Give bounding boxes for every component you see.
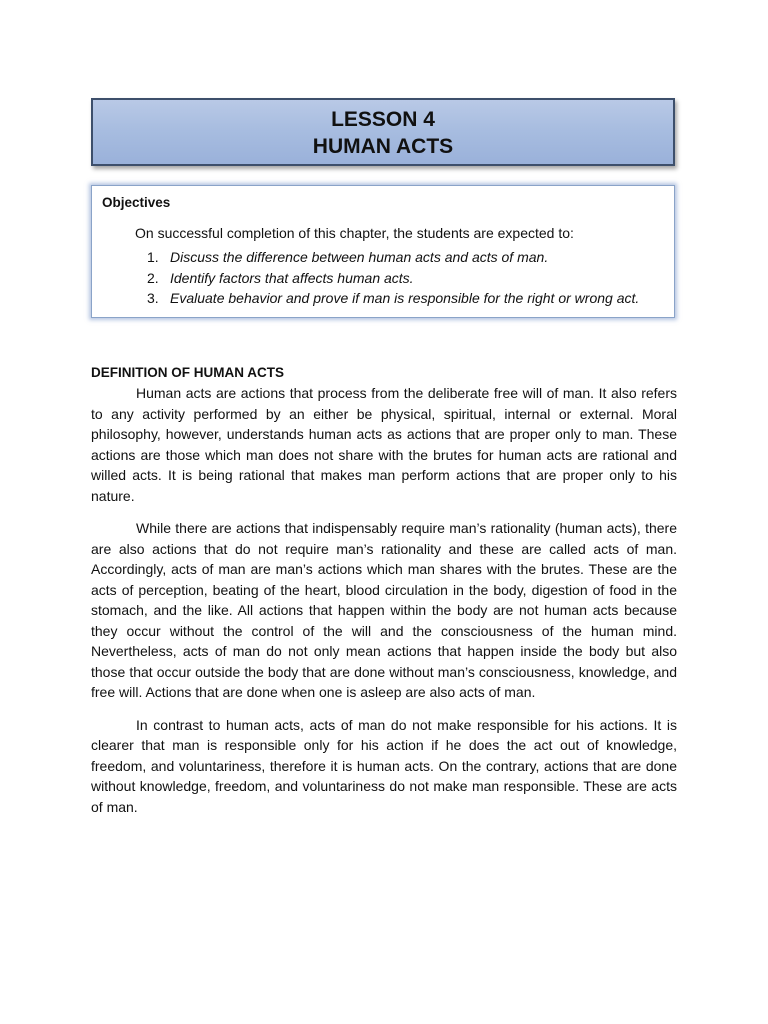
section-heading: DEFINITION OF HUMAN ACTS: [91, 365, 284, 380]
lesson-title: HUMAN ACTS: [312, 135, 454, 158]
body-paragraph: In contrast to human acts, acts of man do not make responsible for his actions. It is clearer that man is responsible only for his action if he does the act out of knowledge, freedom, and voluntariness, therefore it is human acts. On the contrary, actions that are done without knowledge, freedom, and voluntariness do not make man responsible. These are acts of man.: [91, 716, 677, 815]
objective-number: 2.: [147, 269, 159, 286]
objectives-list: [102, 247, 664, 309]
objectives-heading: Objectives: [102, 195, 171, 210]
objective-number: 1.: [147, 249, 159, 265]
lesson-title-banner: [91, 98, 675, 166]
objective-item: [102, 268, 664, 289]
objectives-intro: On successful completion of this chapter, the students are expected to:: [135, 225, 574, 241]
body-paragraph: Human acts are actions that process from the deliberate free will of man. It also refers to any activity performed by an either be physical, spiritual, internal or external. Moral philosophy, however, understands human acts as actions that are proper only to man. These actions are those which man does not share with the brutes for human acts are rational and willed acts. It is being rational that makes man perform actions that are proper only to his nature.: [91, 385, 677, 504]
objective-text: Identify factors that affects human acts.: [170, 269, 414, 286]
objective-number: 3.: [147, 290, 159, 306]
lesson-content: [91, 363, 677, 817]
objective-item: [102, 288, 664, 309]
objective-text: Discuss the difference between human acts and acts of man.: [170, 249, 549, 265]
body-paragraph: While there are actions that indispensably require man’s rationality (human acts), there are also actions that do not require man’s rationality and these are called acts of man. Accordingly, acts of man are man’s actions which man shares with the brutes. These are the acts of perception, beating of the heart, blood circulation in the body, digestion of food in the stomach, and the like. All actions that happen within the body are not human acts because they occur without the control of the will and the consciousness of the human mind. Nevertheless, acts of man do not only mean actions that happen inside the body but also those that occur outside the body that are done without man’s consciousness, knowledge, and free will. Actions that are done when one is asleep are also acts of man.: [91, 520, 677, 700]
objective-item: [102, 247, 664, 268]
objectives-box: [91, 185, 675, 318]
lesson-number: LESSON 4: [331, 108, 435, 131]
objective-text: Evaluate behavior and prove if man is responsible for the right or wrong act.: [170, 290, 640, 306]
